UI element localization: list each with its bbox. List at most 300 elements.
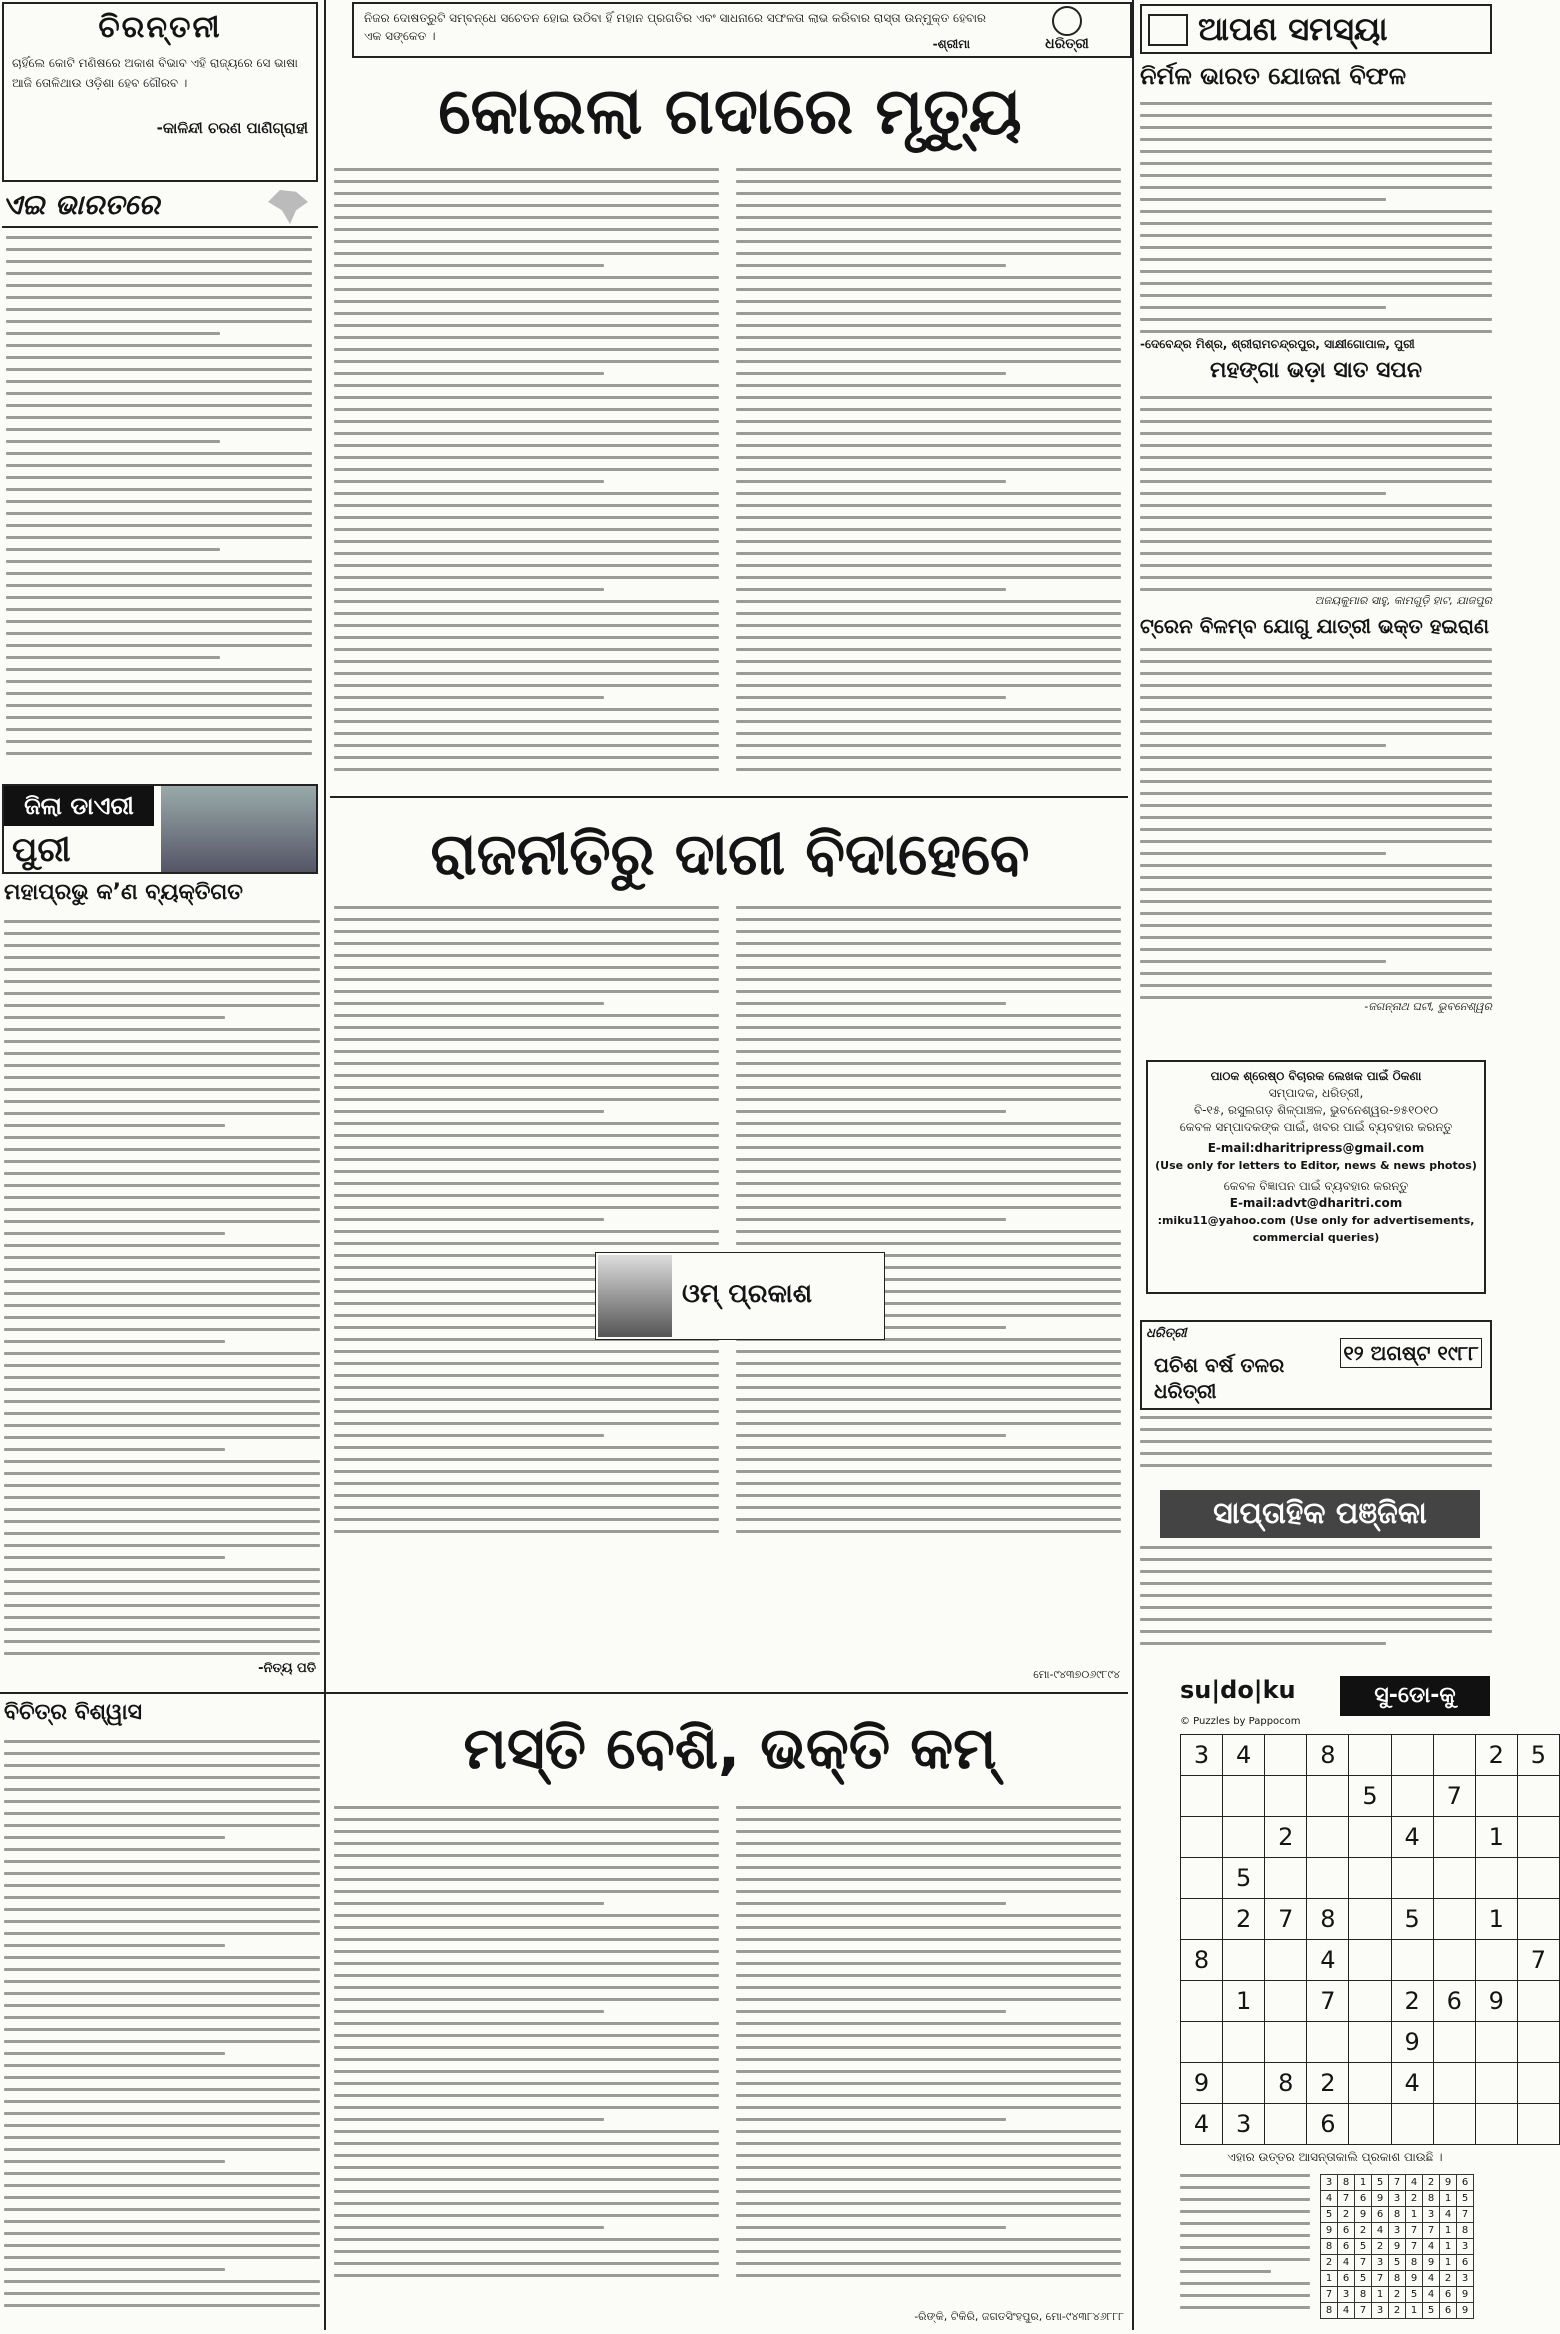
text-line bbox=[4, 1896, 320, 1899]
text-line bbox=[1140, 138, 1492, 141]
text-line bbox=[736, 1374, 1121, 1377]
jila-diary-title: ଜିଲା ଡାଏରୀ bbox=[4, 786, 154, 826]
text-line bbox=[334, 432, 719, 435]
sudoku-cell[interactable]: 2 bbox=[1307, 2063, 1349, 2104]
text-line bbox=[1140, 186, 1492, 189]
sudoku-puzzle bbox=[1180, 1734, 1560, 2144]
text-line bbox=[736, 204, 1121, 207]
text-line bbox=[1140, 1582, 1492, 1585]
sudoku-cell[interactable] bbox=[1223, 2022, 1265, 2063]
text-line bbox=[334, 1434, 604, 1437]
text-line bbox=[4, 1052, 320, 1055]
text-line bbox=[1140, 852, 1386, 855]
sudoku-cell[interactable] bbox=[1517, 2063, 1559, 2104]
sudoku-cell: 6 bbox=[1338, 2223, 1355, 2239]
text-line bbox=[6, 452, 312, 455]
text-line bbox=[4, 2112, 320, 2115]
sudoku-cell[interactable]: 6 bbox=[1433, 1981, 1475, 2022]
text-line bbox=[6, 248, 312, 251]
sudoku-cell[interactable] bbox=[1517, 1817, 1559, 1858]
text-line bbox=[334, 468, 719, 471]
chirantani-author: -କାଳିନ୍ଦୀ ଚରଣ ପାଣିଗ୍ରାହୀ bbox=[156, 119, 308, 137]
text-line bbox=[1180, 2270, 1271, 2273]
text-line bbox=[736, 1986, 1121, 1989]
text-line bbox=[334, 1890, 719, 1893]
text-line bbox=[736, 2226, 1006, 2229]
text-line bbox=[334, 1242, 719, 1245]
text-line bbox=[4, 1628, 320, 1631]
headline-rajniti: ରାଜନୀତିରୁ ଦାଗୀ ବିଦାହେବେ bbox=[430, 820, 1030, 888]
text-line bbox=[4, 1424, 320, 1427]
text-line bbox=[334, 492, 719, 495]
text-line bbox=[736, 1398, 1121, 1401]
sudoku-cell[interactable] bbox=[1349, 1735, 1391, 1776]
sudoku-cell: 9 bbox=[1372, 2191, 1389, 2207]
pachisha-date: ୧୨ ଅଗଷ୍ଟ ୧୯୮୮ bbox=[1340, 1338, 1482, 1368]
sudoku-cell[interactable]: 8 bbox=[1307, 1735, 1349, 1776]
sudoku-cell: 6 bbox=[1440, 2287, 1457, 2303]
sudoku-cell[interactable]: 4 bbox=[1181, 2104, 1223, 2145]
text-line bbox=[4, 2124, 320, 2127]
sudoku-cell[interactable] bbox=[1349, 1858, 1391, 1899]
text-line bbox=[1140, 720, 1492, 723]
text-line bbox=[736, 372, 1006, 375]
text-line bbox=[4, 1304, 320, 1307]
sudoku-cell[interactable] bbox=[1433, 2104, 1475, 2145]
text-line bbox=[334, 1938, 719, 1941]
text-line bbox=[736, 1446, 1121, 1449]
sudoku-cell[interactable]: 5 bbox=[1349, 1776, 1391, 1817]
text-line bbox=[4, 920, 320, 923]
text-line bbox=[4, 1184, 320, 1187]
text-line bbox=[1140, 258, 1492, 261]
sudoku-cell[interactable] bbox=[1181, 1817, 1223, 1858]
sudoku-cell[interactable] bbox=[1433, 2022, 1475, 2063]
sudoku-cell: 7 bbox=[1406, 2223, 1423, 2239]
sudoku-cell[interactable] bbox=[1433, 1899, 1475, 1940]
text-line bbox=[334, 252, 719, 255]
text-line bbox=[1140, 804, 1492, 807]
text-line bbox=[736, 540, 1121, 543]
text-line bbox=[736, 1134, 1121, 1137]
text-line bbox=[4, 944, 320, 947]
text-line bbox=[4, 1764, 320, 1767]
sudoku-cell[interactable]: 7 bbox=[1307, 1981, 1349, 2022]
text-line bbox=[6, 656, 220, 659]
sudoku-cell[interactable]: 3 bbox=[1181, 1735, 1223, 1776]
text-line bbox=[736, 1530, 1121, 1533]
sudoku-cell[interactable] bbox=[1517, 1899, 1559, 1940]
sudoku-cell[interactable] bbox=[1475, 2063, 1517, 2104]
sudoku-cell[interactable]: 4 bbox=[1391, 2063, 1433, 2104]
text-line bbox=[4, 1112, 320, 1115]
sudoku-cell[interactable]: 9 bbox=[1391, 2022, 1433, 2063]
text-line bbox=[1140, 864, 1492, 867]
text-line bbox=[4, 980, 320, 983]
sudoku-cell[interactable]: 5 bbox=[1391, 1899, 1433, 1940]
text-line bbox=[334, 1506, 719, 1509]
text-line bbox=[334, 1806, 719, 1809]
sudoku-cell[interactable] bbox=[1349, 2022, 1391, 2063]
text-line bbox=[6, 500, 312, 503]
text-line bbox=[1140, 768, 1492, 771]
sudoku-cell[interactable] bbox=[1265, 1858, 1307, 1899]
sudoku-cell[interactable] bbox=[1349, 1981, 1391, 2022]
sudoku-cell[interactable] bbox=[1391, 1858, 1433, 1899]
text-line bbox=[1140, 756, 1492, 759]
sudoku-cell[interactable]: 4 bbox=[1307, 1940, 1349, 1981]
sudoku-cell[interactable]: 4 bbox=[1223, 1735, 1265, 1776]
text-line bbox=[736, 276, 1121, 279]
text-line bbox=[4, 1980, 320, 1983]
sudoku-cell[interactable] bbox=[1349, 1899, 1391, 1940]
text-line bbox=[4, 2004, 320, 2007]
sudoku-cell[interactable] bbox=[1307, 2022, 1349, 2063]
sudoku-cell[interactable] bbox=[1265, 2104, 1307, 2145]
sudoku-cell[interactable] bbox=[1517, 1776, 1559, 1817]
text-line bbox=[736, 2214, 1121, 2217]
text-line bbox=[334, 930, 719, 933]
text-line bbox=[4, 2172, 320, 2175]
text-line bbox=[736, 300, 1121, 303]
sudoku-cell[interactable] bbox=[1181, 2022, 1223, 2063]
text-line bbox=[6, 380, 312, 383]
text-line bbox=[334, 1518, 719, 1521]
sudoku-cell: 4 bbox=[1423, 2239, 1440, 2255]
text-line bbox=[1140, 330, 1492, 333]
sudoku-cell[interactable] bbox=[1349, 2104, 1391, 2145]
advt-email[interactable]: E-mail:advt@dharitri.com bbox=[1229, 1196, 1403, 1210]
text-line bbox=[4, 1968, 320, 1971]
text-line bbox=[736, 576, 1121, 579]
text-line bbox=[6, 632, 312, 635]
sudoku-cell[interactable] bbox=[1517, 2104, 1559, 2145]
sudoku-cell[interactable] bbox=[1223, 2063, 1265, 2104]
text-line bbox=[736, 288, 1121, 291]
text-line bbox=[6, 392, 312, 395]
sudoku-cell: 5 bbox=[1355, 2239, 1372, 2255]
chirantani-poem: ଚାହିଁଲେ କୋଟି ମଣିଷରେ ଅକାଶ ବିଭାବ ଏହି ରାଜ୍ୟରେ ସେ ଭାଷା ଆଜି ତୋଳିଥାଉ ଓଡ଼ିଶା ହେବ ଗୌରବ । bbox=[12, 56, 298, 90]
text-line bbox=[334, 324, 719, 327]
sudoku-cell: 9 bbox=[1457, 2287, 1474, 2303]
text-line bbox=[1140, 672, 1492, 675]
text-line bbox=[334, 1062, 719, 1065]
jila-diary-box bbox=[2, 784, 318, 874]
sudoku-cell[interactable]: 5 bbox=[1517, 1735, 1559, 1776]
text-line bbox=[334, 1902, 604, 1905]
sudoku-cell[interactable] bbox=[1475, 2104, 1517, 2145]
rajniti-tail: ମୋ-୯୪୩୭୦୬୯୮୯୪ bbox=[1033, 1668, 1120, 1681]
yahoo-email[interactable]: :miku11@yahoo.com (Use only for advertisements, commercial queries) bbox=[1157, 1214, 1475, 1244]
sudoku-cell[interactable]: 2 bbox=[1391, 1981, 1433, 2022]
text-line bbox=[4, 2016, 320, 2019]
sudoku-cell: 8 bbox=[1389, 2207, 1406, 2223]
text-line bbox=[1180, 2306, 1310, 2309]
sudoku-cell: 1 bbox=[1321, 2271, 1338, 2287]
text-line bbox=[334, 1050, 719, 1053]
text-line bbox=[1140, 972, 1492, 975]
sudoku-cell[interactable]: 7 bbox=[1433, 1776, 1475, 1817]
text-line bbox=[6, 728, 312, 731]
text-line bbox=[736, 1182, 1121, 1185]
sudoku-solution-grid bbox=[1320, 2174, 1474, 2319]
text-line bbox=[4, 1256, 320, 1259]
sudoku-cell[interactable] bbox=[1181, 1776, 1223, 1817]
sudoku-cell: 2 bbox=[1338, 2207, 1355, 2223]
sudoku-cell[interactable] bbox=[1433, 2063, 1475, 2104]
sudoku-cell: 3 bbox=[1457, 2239, 1474, 2255]
pachisha-items bbox=[1140, 1416, 1492, 1486]
text-line bbox=[4, 2304, 320, 2307]
text-line bbox=[4, 2280, 320, 2283]
text-line bbox=[736, 1950, 1121, 1953]
sudoku-cell[interactable] bbox=[1433, 1858, 1475, 1899]
sudoku-cell[interactable] bbox=[1223, 1817, 1265, 1858]
sudoku-cell[interactable] bbox=[1349, 1817, 1391, 1858]
text-line bbox=[4, 1436, 320, 1439]
text-line bbox=[736, 1110, 1006, 1113]
text-line bbox=[1140, 126, 1492, 129]
sudoku-cell[interactable]: 5 bbox=[1223, 1858, 1265, 1899]
text-line bbox=[334, 684, 719, 687]
text-line bbox=[4, 2028, 320, 2031]
text-line bbox=[736, 348, 1121, 351]
sudoku-cell[interactable] bbox=[1391, 1735, 1433, 1776]
sudoku-cell[interactable] bbox=[1475, 2022, 1517, 2063]
sudoku-cell[interactable] bbox=[1349, 2063, 1391, 2104]
sudoku-cell[interactable] bbox=[1265, 1940, 1307, 1981]
sudoku-cell[interactable] bbox=[1307, 1776, 1349, 1817]
editor-email[interactable]: E-mail:dharitripress@gmail.com bbox=[1207, 1141, 1425, 1155]
mahanga-letter bbox=[1140, 358, 1492, 608]
text-line bbox=[736, 1038, 1121, 1041]
ajibharat-title: ଏଇ ଭାରତରେ bbox=[2, 188, 160, 221]
text-line bbox=[334, 1182, 719, 1185]
ajibharat-article bbox=[6, 236, 312, 776]
text-line bbox=[736, 504, 1121, 507]
text-line bbox=[736, 1506, 1121, 1509]
text-line bbox=[4, 1172, 320, 1175]
sudoku-cell[interactable]: 2 bbox=[1223, 1899, 1265, 1940]
sudoku-cell: 8 bbox=[1389, 2271, 1406, 2287]
sudoku-cell[interactable]: 8 bbox=[1181, 1940, 1223, 1981]
masthead-logo: ଧରିତ୍ରୀ bbox=[1012, 6, 1122, 54]
sudoku-cell[interactable] bbox=[1475, 1858, 1517, 1899]
saptahik-list bbox=[1140, 1546, 1492, 1666]
sudoku-cell[interactable] bbox=[1181, 1981, 1223, 2022]
sudoku-cell: 7 bbox=[1423, 2223, 1440, 2239]
text-line bbox=[334, 1446, 719, 1449]
text-line bbox=[736, 492, 1121, 495]
sudoku-cell: 5 bbox=[1423, 2303, 1440, 2319]
text-line bbox=[4, 1992, 320, 1995]
text-line bbox=[334, 444, 719, 447]
sudoku-cell: 5 bbox=[1321, 2207, 1338, 2223]
text-line bbox=[1140, 1606, 1492, 1609]
saptahik-header: ସାପ୍ତାହିକ ପଞ୍ଜିକା bbox=[1160, 1490, 1480, 1538]
sudoku-cell[interactable] bbox=[1181, 1899, 1223, 1940]
text-line bbox=[736, 918, 1121, 921]
text-line bbox=[334, 348, 719, 351]
text-line bbox=[736, 660, 1121, 663]
text-line bbox=[1140, 660, 1492, 663]
text-line bbox=[334, 1878, 719, 1881]
text-line bbox=[1140, 456, 1492, 459]
sudoku-cell[interactable] bbox=[1307, 1817, 1349, 1858]
text-line bbox=[334, 540, 719, 543]
text-line bbox=[736, 942, 1121, 945]
text-line bbox=[4, 1592, 320, 1595]
sudoku-note: ଏହାର ଉତ୍ତର ଆସନ୍ତାକାଲି ପ୍ରକାଶ ପାଉଛି । bbox=[1227, 2150, 1443, 2164]
sudoku-cell[interactable] bbox=[1223, 1940, 1265, 1981]
text-line bbox=[4, 1364, 320, 1367]
rajniti-article bbox=[334, 906, 1124, 1546]
chirantani-title: ଚିରନ୍ତନୀ bbox=[98, 10, 222, 45]
text-line bbox=[4, 2220, 320, 2223]
sudoku-cell: 2 bbox=[1321, 2255, 1338, 2271]
sudoku-cell[interactable] bbox=[1433, 1817, 1475, 1858]
text-line bbox=[736, 456, 1121, 459]
text-line bbox=[334, 408, 719, 411]
sudoku-cell[interactable] bbox=[1475, 1776, 1517, 1817]
text-line bbox=[736, 684, 1121, 687]
text-line bbox=[1140, 840, 1492, 843]
sudoku-cell[interactable]: 2 bbox=[1265, 1817, 1307, 1858]
text-line bbox=[4, 1028, 320, 1031]
train-title: ଟ୍ରେନ ବିଳମ୍ବ ଯୋଗୁ ଯାତ୍ରୀ ଭକ୍ତ ହଇରାଣ bbox=[1140, 614, 1490, 638]
sudoku-cell[interactable] bbox=[1433, 1735, 1475, 1776]
sudoku-cell[interactable]: 4 bbox=[1391, 1817, 1433, 1858]
text-line bbox=[1140, 564, 1492, 567]
text-line bbox=[736, 1074, 1121, 1077]
sudoku-cell: 7 bbox=[1372, 2271, 1389, 2287]
sudoku-cell: 7 bbox=[1355, 2303, 1372, 2319]
text-line bbox=[4, 1040, 320, 1043]
text-line bbox=[736, 480, 1006, 483]
text-line bbox=[4, 1352, 320, 1355]
sudoku-cell[interactable] bbox=[1265, 1735, 1307, 1776]
text-line bbox=[334, 2034, 719, 2037]
pachisha-title: ପଚିଶ ବର୍ଷ ତଳର ଧରିତ୍ରୀ bbox=[1154, 1353, 1285, 1403]
text-line bbox=[736, 1002, 1006, 1005]
sudoku-grid[interactable] bbox=[1180, 1734, 1560, 2145]
sudoku-cell[interactable] bbox=[1265, 1776, 1307, 1817]
masti-tail: -ରିଙ୍କି, ଟିକିରି, ଜଗତସିଂହପୁର, ମୋ-୯୪୩୮୪୬୮୮୮ bbox=[914, 2310, 1124, 2323]
text-line bbox=[334, 300, 719, 303]
text-line bbox=[736, 216, 1121, 219]
sudoku-cell[interactable] bbox=[1391, 2104, 1433, 2145]
contact-box: ପାଠକ ଶ୍ରେଷ୍ଠ ବିଚାରକ ଲେଖକ ପାଇଁ ଠିକଣା ସମ୍ପାଦକ, ଧରିତ୍ରୀ, ବି-୧୫, ରସୁଲଗଡ଼ ଶିଳ୍ପାଞ୍ଚଳ, ଭୁବନେଶ୍ୱର-୭୫୧୦୧୦ କେବଳ ସମ୍ପାଦକଙ୍କ ପାଇଁ, ଖବର ପାଇଁ ବ୍ୟବହାର କରନ୍ତୁ E-mail:dharitripress@gmail.com (Use only for letters to Editor, news & news photos) କେବଳ ବିଜ୍ଞାପନ ପାଇଁ ବ୍ୟବହାର କରନ୍ତୁ E-mail:advt@dharitri.com :miku11@yahoo.com (Use only for advertisements, commercial queries) bbox=[1146, 1060, 1486, 1294]
text-line bbox=[6, 404, 312, 407]
text-line bbox=[334, 1026, 719, 1029]
text-line bbox=[1140, 174, 1492, 177]
sudoku-cell: 3 bbox=[1321, 2175, 1338, 2191]
pachisha-badge: ଧରିତ୍ରୀ bbox=[1146, 1326, 1187, 1341]
sudoku-cell[interactable]: 2 bbox=[1475, 1735, 1517, 1776]
sudoku-cell[interactable]: 3 bbox=[1223, 2104, 1265, 2145]
author-photo bbox=[598, 1255, 672, 1337]
sudoku-cell[interactable] bbox=[1391, 1776, 1433, 1817]
sudoku-cell[interactable]: 6 bbox=[1307, 2104, 1349, 2145]
sudoku-cell[interactable] bbox=[1475, 1940, 1517, 1981]
sudoku-cell[interactable] bbox=[1265, 1981, 1307, 2022]
sudoku-cell[interactable]: 7 bbox=[1265, 1899, 1307, 1940]
text-line bbox=[334, 966, 719, 969]
text-line bbox=[736, 324, 1121, 327]
masthead-quote: ନିଜର ଦୋଷତ୍ରୁଟି ସମ୍ବନ୍ଧେ ସଚେତନ ହୋଇ ଉଠିବା ହିଁ ମହାନ ପ୍ରଗତିର ଏବଂ ସାଧନାରେ ସଫଳତା ଲାଭ କରିବାର ରାସ୍ତା ଉନ୍ମୁକ୍ତ ହେବାର ଏକ ସଙ୍କେତ । bbox=[364, 11, 987, 43]
sudoku-cell[interactable] bbox=[1181, 1858, 1223, 1899]
sudoku-cell: 8 bbox=[1423, 2191, 1440, 2207]
text-line bbox=[4, 2160, 225, 2163]
text-line bbox=[4, 1812, 320, 1815]
text-line bbox=[736, 1026, 1121, 1029]
text-line bbox=[736, 2262, 1121, 2265]
sudoku-cell[interactable] bbox=[1517, 1858, 1559, 1899]
text-line bbox=[1140, 1630, 1492, 1633]
sudoku-cell: 1 bbox=[1440, 2223, 1457, 2239]
sudoku-cell[interactable] bbox=[1349, 1940, 1391, 1981]
sudoku-cell[interactable]: 8 bbox=[1307, 1899, 1349, 1940]
sudoku-cell[interactable]: 1 bbox=[1223, 1981, 1265, 2022]
text-line bbox=[736, 2154, 1121, 2157]
text-line bbox=[4, 1616, 320, 1619]
chirantani-box bbox=[2, 2, 318, 182]
text-line bbox=[6, 416, 312, 419]
text-line bbox=[334, 696, 604, 699]
sudoku-cell[interactable] bbox=[1517, 1981, 1559, 2022]
text-line bbox=[736, 1098, 1121, 1101]
sudoku-cell[interactable] bbox=[1265, 2022, 1307, 2063]
text-line bbox=[6, 620, 312, 623]
text-line bbox=[736, 2082, 1121, 2085]
headline-koila: କୋଇଲା ଗଦାରେ ମୃତ୍ୟୁ bbox=[438, 75, 1022, 149]
sudoku-cell[interactable] bbox=[1391, 1940, 1433, 1981]
sudoku-cell: 3 bbox=[1372, 2255, 1389, 2271]
sudoku-cell[interactable]: 8 bbox=[1265, 2063, 1307, 2104]
sudoku-cell[interactable] bbox=[1223, 1776, 1265, 1817]
text-line bbox=[1140, 270, 1492, 273]
text-line bbox=[736, 612, 1121, 615]
text-line bbox=[1140, 282, 1492, 285]
text-line bbox=[6, 536, 312, 539]
text-line bbox=[334, 576, 719, 579]
text-line bbox=[736, 396, 1121, 399]
text-line bbox=[736, 624, 1121, 627]
sudoku-cell[interactable] bbox=[1517, 2022, 1559, 2063]
sudoku-cell[interactable] bbox=[1433, 1940, 1475, 1981]
sudoku-cell[interactable]: 1 bbox=[1475, 1817, 1517, 1858]
sudoku-cell: 3 bbox=[1423, 2207, 1440, 2223]
text-line bbox=[736, 264, 1006, 267]
text-line bbox=[736, 2034, 1121, 2037]
text-line bbox=[736, 2022, 1121, 2025]
text-line bbox=[6, 548, 220, 551]
sudoku-cell[interactable] bbox=[1307, 1858, 1349, 1899]
sudoku-cell: 6 bbox=[1457, 2175, 1474, 2191]
sudoku-cell[interactable]: 7 bbox=[1517, 1940, 1559, 1981]
sudoku-cell: 9 bbox=[1440, 2175, 1457, 2191]
sudoku-cell[interactable]: 9 bbox=[1181, 2063, 1223, 2104]
text-line bbox=[736, 432, 1121, 435]
text-line bbox=[334, 624, 719, 627]
sudoku-cell: 4 bbox=[1423, 2287, 1440, 2303]
text-line bbox=[1140, 828, 1492, 831]
sudoku-cell[interactable]: 1 bbox=[1475, 1899, 1517, 1940]
text-line bbox=[1140, 1452, 1492, 1455]
text-line bbox=[334, 1998, 719, 2001]
text-line bbox=[736, 1470, 1121, 1473]
sudoku-cell[interactable]: 9 bbox=[1475, 1981, 1517, 2022]
